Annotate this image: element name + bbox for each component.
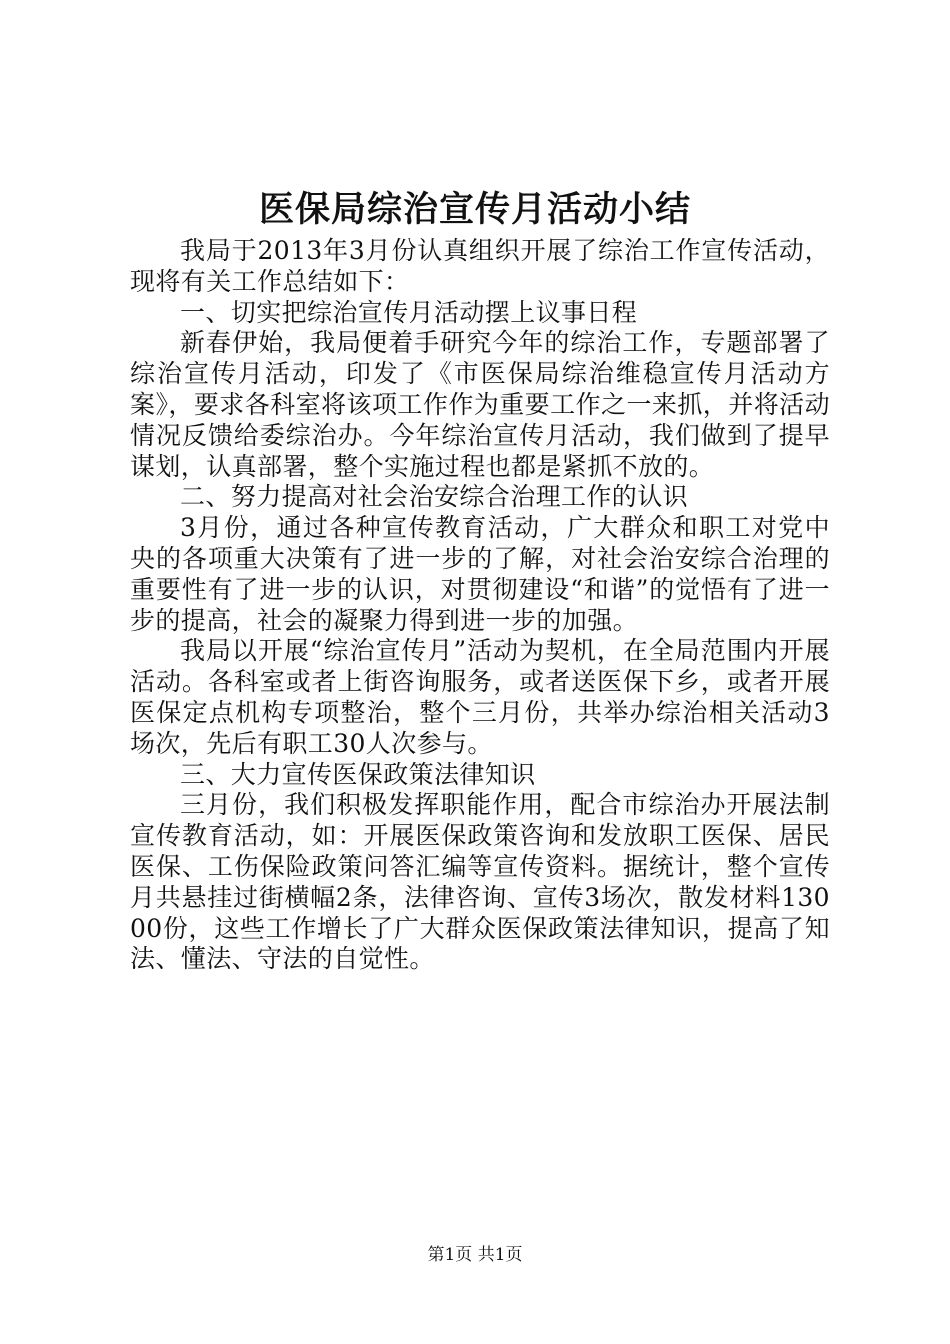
section-heading-1: 一、切实把综治宣传月活动摆上议事日程 — [180, 297, 638, 327]
section-2-paragraph-2: 我局以开展“综治宣传月”活动为契机，在全局范围内开展活动。各科室或者上街咨询服务，或者送医保下乡，或者开展医保定点机构专项整治，整个三月份，共举办综治相关活动3场次，先后有职工30人次参与。 — [130, 636, 830, 758]
document-title: 医保局综治宣传月活动小结 — [258, 189, 691, 230]
section-1-paragraph: 新春伊始，我局便着手研究今年的综治工作，专题部署了综治宣传月活动，印发了《市医保局综治维稳宣传月活动方案》，要求各科室将该项工作作为重要工作之一来抓，并将活动情况反馈给委综治办。今年综治宣传月活动，我们做到了提早谋划，认真部署，整个实施过程也都是紧抓不放的。 — [130, 328, 830, 481]
document-body — [130, 236, 830, 975]
section-heading-3: 三、大力宣传医保政策法律知识 — [180, 759, 536, 789]
section-2-paragraph-1: 3月份，通过各种宣传教育活动，广大群众和职工对党中央的各项重大决策有了进一步的了解，对社会治安综合治理的重要性有了进一步的认识，对贯彻建设“和谐”的觉悟有了进一步的提高，社会的凝聚力得到进一步的加强。 — [130, 513, 830, 635]
intro-paragraph: 我局于2013年3月份认真组织开展了综治工作宣传活动，现将有关工作总结如下： — [130, 236, 830, 296]
section-3-paragraph: 三月份，我们积极发挥职能作用，配合市综治办开展法制宣传教育活动，如：开展医保政策咨询和发放职工医保、居民医保、工伤保险政策问答汇编等宣传资料。据统计，整个宣传月共悬挂过街横幅2条，法律咨询、宣传3场次，散发材料13000份，这些工作增长了广大群众医保政策法律知识，提高了知法、懂法、守法的自觉性。 — [130, 790, 830, 974]
section-heading-2: 二、努力提高对社会治安综合治理工作的认识 — [180, 482, 689, 512]
page-footer: 第1页 共1页 — [427, 1245, 523, 1265]
